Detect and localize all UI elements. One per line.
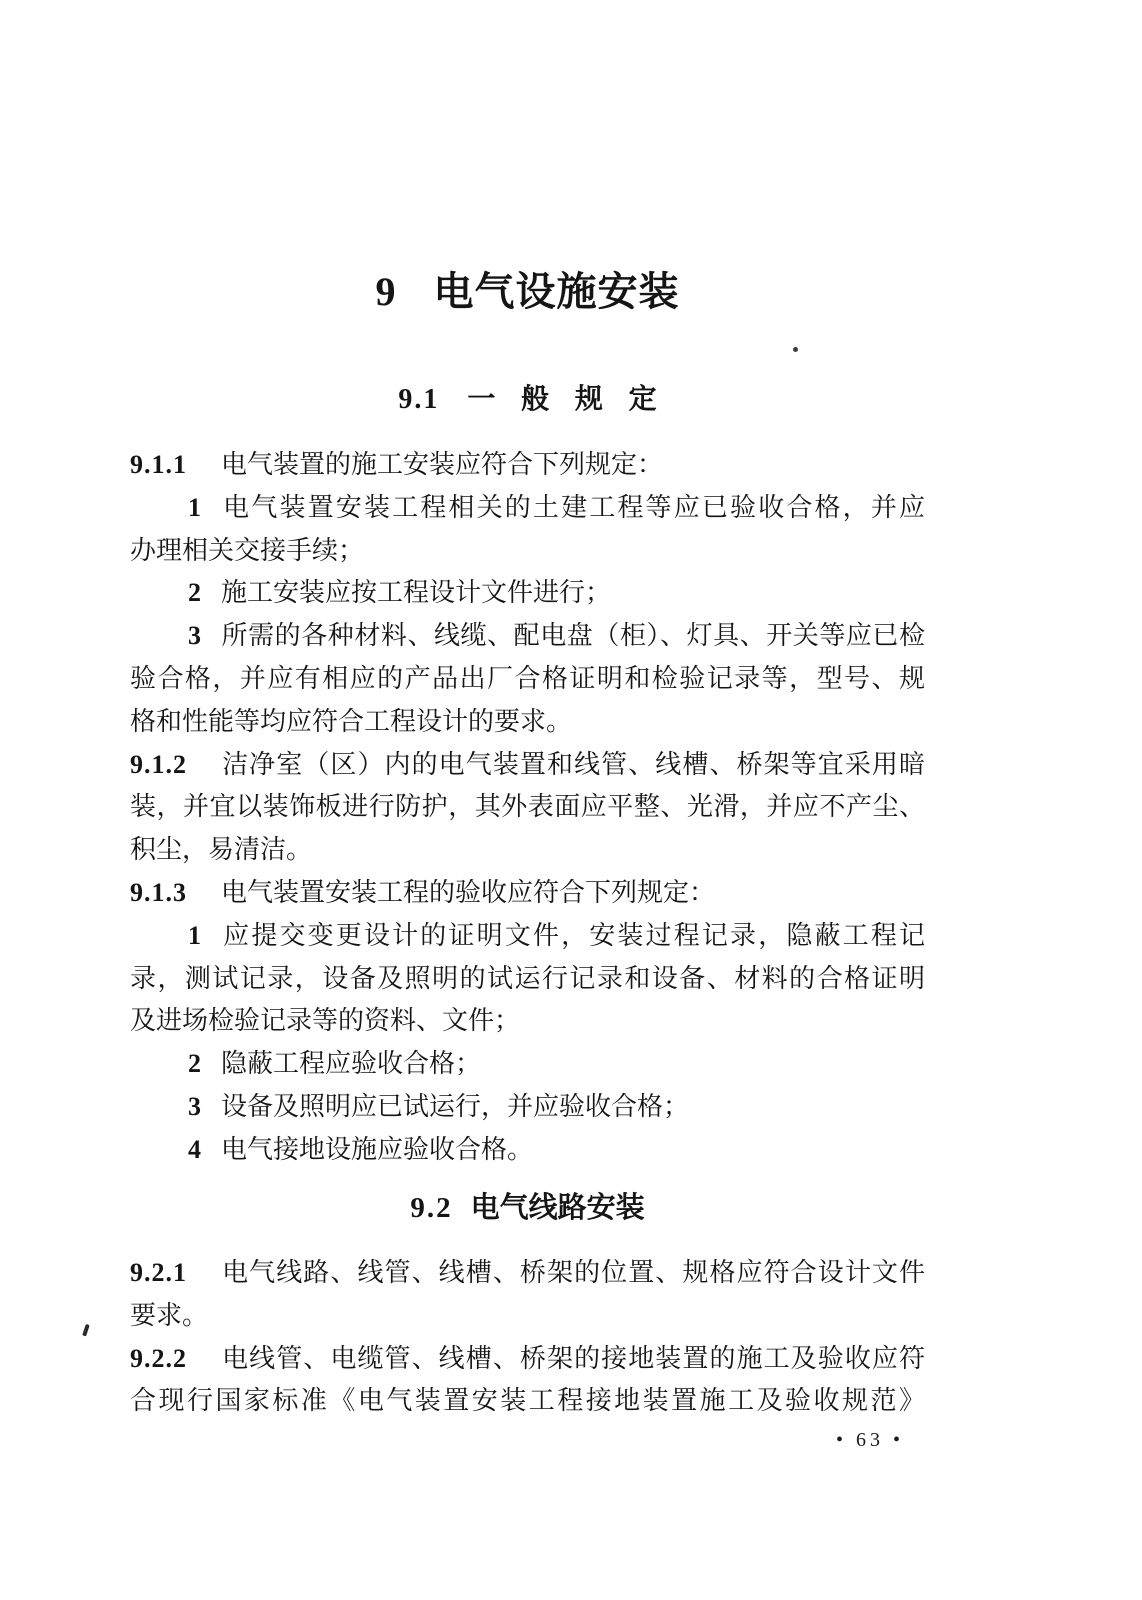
line-text: 格和性能等均应符合工程设计的要求。 [130,706,573,736]
item-number: 2 [188,578,201,608]
clause-line [130,1252,925,1295]
line-text: 电气装置安装工程相关的土建工程等应已验收合格，并应 [221,492,925,522]
line-text: 合现行国家标准《电气装置安装工程接地装置施工及验收规范》 [130,1386,925,1416]
section-9-1-body [130,444,925,1172]
scan-artifact-dot [793,347,798,352]
continuation-line [130,829,925,872]
line-text: 验合格，并应有相应的产品出厂合格证明和检验记录等，型号、规 [130,663,925,693]
line-text: 电气装置安装工程的验收应符合下列规定： [221,877,716,907]
clause-number: 9.1.3 [130,877,187,907]
list-item-line [130,1043,925,1086]
item-number: 4 [188,1134,201,1164]
continuation-line [130,658,925,701]
clause-line [130,872,925,915]
line-text: 及进场检验记录等的资料、文件； [130,1006,521,1036]
clause-number: 9.2.1 [130,1258,187,1287]
list-item-line [130,615,925,658]
continuation-line [130,1000,925,1043]
item-number: 2 [188,1049,201,1079]
page-number: • 63 • [836,1429,905,1451]
line-text: 所需的各种材料、线缆、配电盘（柜）、灯具、开关等应已检 [221,621,925,651]
continuation-line [130,786,925,829]
line-text: 施工安装应按工程设计文件进行； [221,578,612,608]
continuation-line [130,530,925,573]
line-text: 电气装置的施工安装应符合下列规定： [221,450,664,479]
chapter-number: 9 [375,269,398,314]
list-item-line [130,1129,925,1172]
continuation-line [130,1380,925,1423]
section-title: 一般规定 [467,384,683,415]
item-number: 3 [188,1091,201,1121]
continuation-line [130,1295,925,1338]
line-text: 电线管、电缆管、线槽、桥架的接地装置的施工及验收应符 [221,1343,925,1373]
section-number: 9.1 [398,384,440,415]
item-number: 1 [188,492,201,522]
section-heading-9-2 [130,1191,925,1225]
clause-number: 9.2.2 [130,1343,187,1373]
list-item-line [130,487,925,530]
chapter-title [130,266,925,318]
chapter-title-text: 电气设施安装 [433,269,680,314]
continuation-line [130,958,925,1001]
line-text: 隐蔽工程应验收合格； [221,1049,482,1079]
scan-artifact-mark [82,1324,89,1336]
line-text: 装，并宜以装饰板进行防护，其外表面应平整、光滑，并应不产尘、 [130,792,925,822]
clause-line [130,444,925,487]
continuation-line [130,701,925,744]
item-number: 1 [188,920,201,950]
line-text: 电气线路、线管、线槽、桥架的位置、规格应符合设计文件 [221,1258,925,1287]
line-text: 应提交变更设计的证明文件，安装过程记录，隐蔽工程记 [221,920,925,950]
list-item-line [130,915,925,958]
list-item-line [130,1086,925,1129]
line-text: 办理相关交接手续； [130,535,365,565]
line-text: 洁净室（区）内的电气装置和线管、线槽、桥架等宜采用暗 [221,749,925,779]
line-text: 电气接地设施应验收合格。 [221,1134,534,1164]
clause-number: 9.1.1 [130,450,187,479]
section-heading-9-1 [130,384,925,416]
line-text: 要求。 [130,1300,209,1330]
section-9-2-body [130,1252,925,1423]
clause-number: 9.1.2 [130,749,187,779]
clause-line [130,744,925,787]
list-item-line [130,572,925,615]
clause-line [130,1338,925,1381]
line-text: 积尘，易清洁。 [130,835,313,865]
section-number: 9.2 [410,1192,453,1224]
line-text: 设备及照明应已试运行，并应验收合格； [221,1091,690,1121]
line-text: 录，测试记录，设备及照明的试运行记录和设备、材料的合格证明 [130,963,925,993]
item-number: 3 [188,621,201,651]
section-title: 电气线路安装 [470,1192,645,1224]
